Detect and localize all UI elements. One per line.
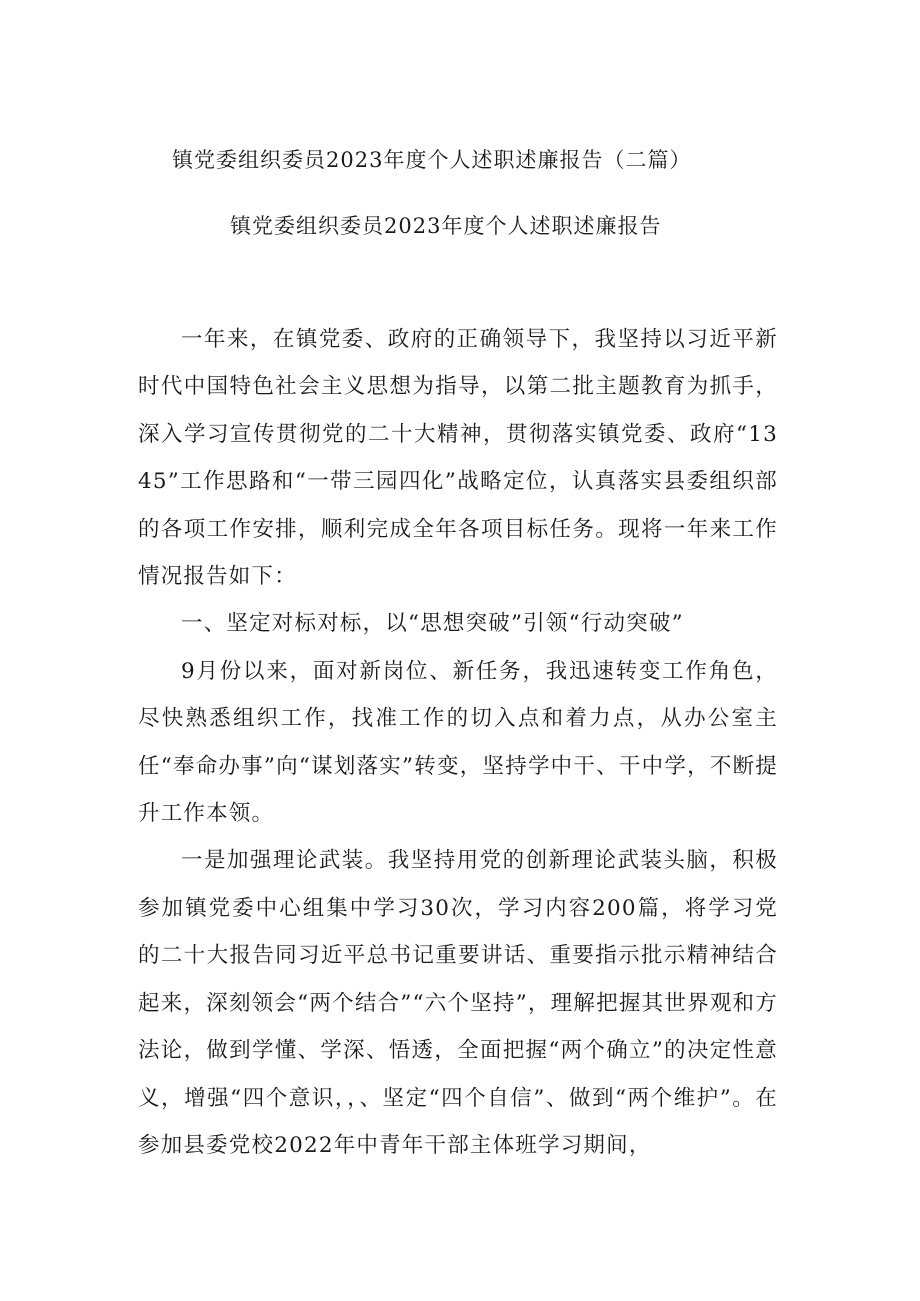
document-body	[138, 316, 778, 1169]
document-title: 镇党委组织委员2023年度个人述职述廉报告（二篇）	[172, 148, 692, 172]
paragraph-theory-study: 一是加强理论武装。我坚持用党的创新理论武装头脑，积极参加镇党委中心组集中学习30次，学习内容200篇，将学习党的二十大报告同习近平总书记重要讲话、重要指示批示精神结合起来，深刻领会“两个结合”“六个坚持”，理解把握其世界观和方法论，做到学懂、学深、悟透，全面把握“两个确立”的决定性意义，增强“四个意识，，、坚定“四个自信”、做到“两个维护”。在参加县委党校2022年中青年干部主体班学习期间，	[138, 848, 778, 1158]
paragraph-role-change: 9月份以来，面对新岗位、新任务，我迅速转变工作角色，尽快熟悉组织工作，找准工作的切入点和着力点，从办公室主任“奉命办事”向“谋划落实”转变，坚持学中干、干中学，不断提升工作本领。	[138, 658, 778, 827]
section-heading-1: 一、坚定对标对标，以“思想突破”引领“行动突破”	[181, 611, 684, 637]
document-subtitle: 镇党委组织委员2023年度个人述职述廉报告	[230, 214, 662, 238]
paragraph-intro: 一年来，在镇党委、政府的正确领导下，我坚持以习近平新时代中国特色社会主义思想为指导，以第二批主题教育为抓手，深入学习宣传贯彻党的二十大精神，贯彻落实镇党委、政府“1345”工作思路和“一带三园四化”战略定位，认真落实县委组织部的各项工作安排，顺利完成全年各项目标任务。现将一年来工作情况报告如下：	[138, 327, 778, 590]
